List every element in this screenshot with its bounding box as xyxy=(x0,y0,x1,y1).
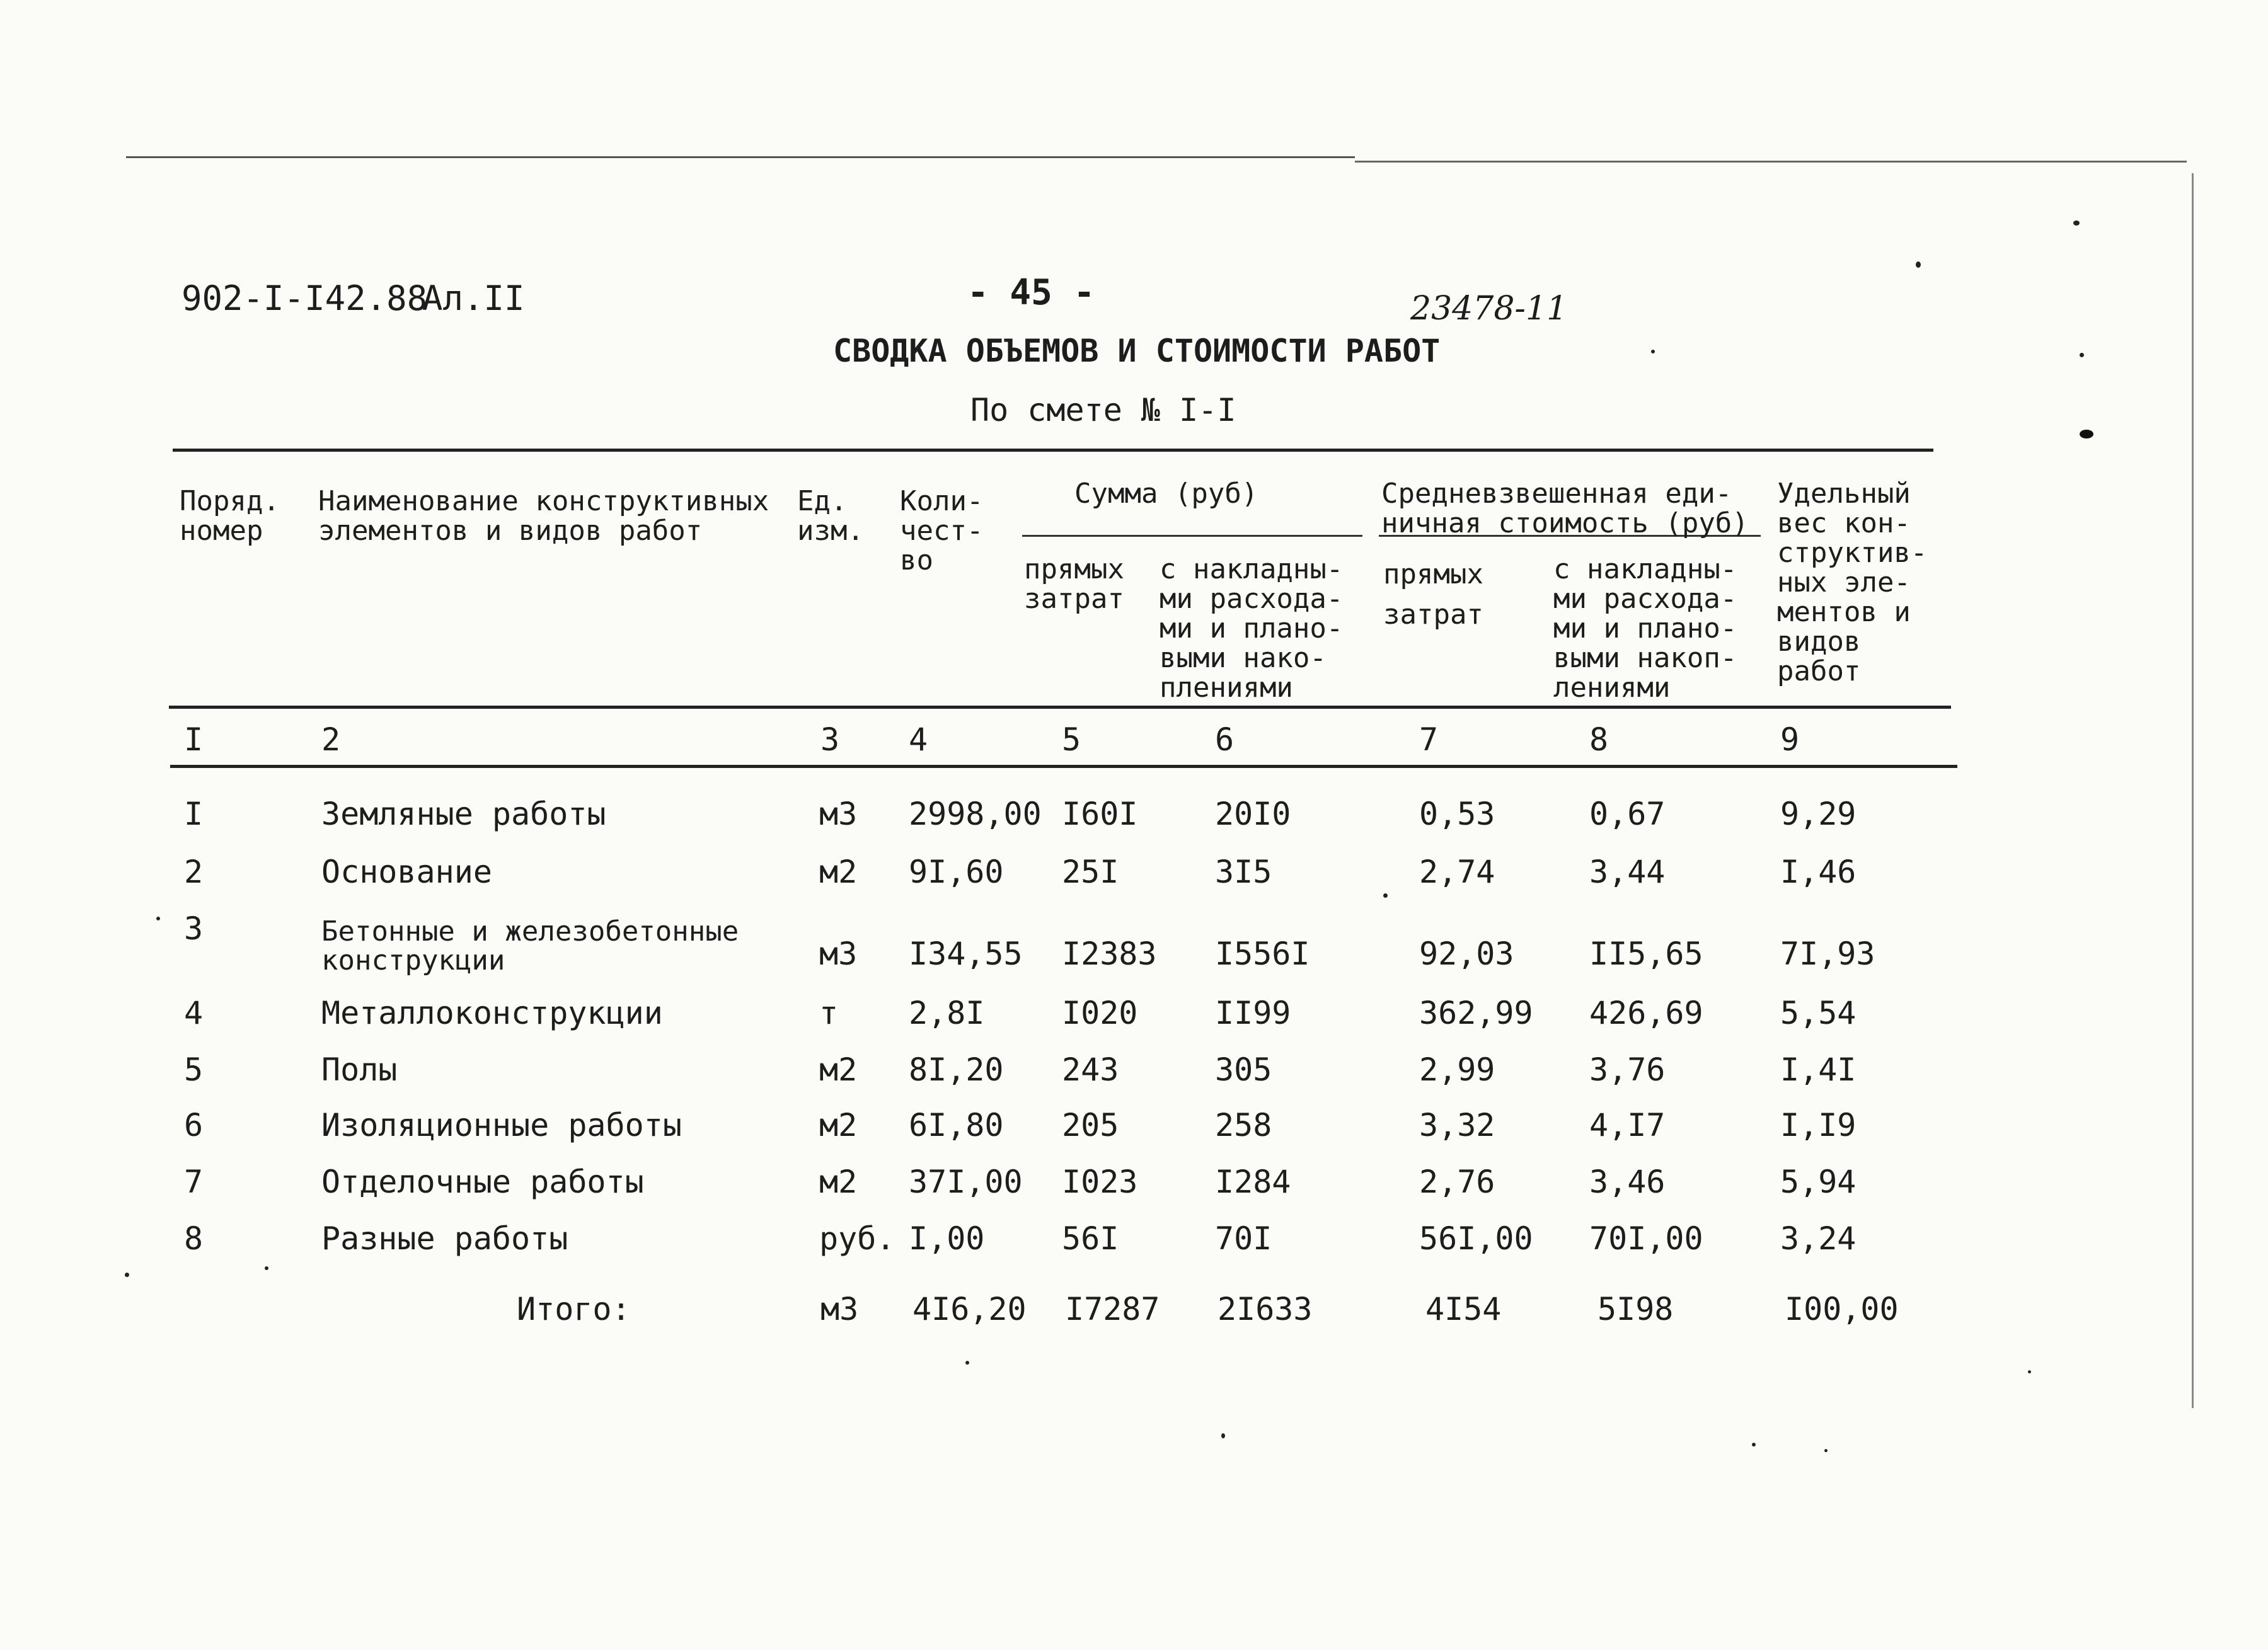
row-number: 7 xyxy=(184,1164,204,1200)
total-avg-direct: 4I54 xyxy=(1425,1291,1502,1327)
header-sum-group: Сумма (руб) xyxy=(1074,478,1258,510)
total-sum-overhead: 2I633 xyxy=(1217,1291,1313,1327)
row-unit: т xyxy=(819,995,839,1031)
header-sum-overhead: с накладны- ми расхода- ми и плано- выми нако- плениями xyxy=(1160,553,1344,704)
row-quantity: 37I,00 xyxy=(909,1164,1023,1200)
scan-speck xyxy=(1383,893,1388,898)
header-avg-direct: прямых затрат xyxy=(1383,558,1483,631)
scan-top-edge xyxy=(126,156,1355,158)
total-quantity: 4I6,20 xyxy=(912,1291,1027,1327)
total-unit: м3 xyxy=(820,1291,859,1327)
table-top-rule xyxy=(173,449,1933,452)
row-unit: м2 xyxy=(819,1107,858,1143)
row-work-name: Изоляционные работы xyxy=(321,1107,682,1143)
row-avg-direct: 2,74 xyxy=(1419,854,1495,890)
row-sum-direct: 205 xyxy=(1062,1107,1119,1143)
doc-code: 902-I-I42.88 xyxy=(181,278,428,318)
row-sum-overhead: 3I5 xyxy=(1215,854,1272,890)
row-sum-overhead: 70I xyxy=(1215,1220,1272,1257)
row-unit: м3 xyxy=(819,936,858,972)
header-quantity: Коли- чест- во xyxy=(900,485,984,576)
column-number: 4 xyxy=(909,721,928,758)
column-number-rule xyxy=(170,765,1957,768)
header-bottom-rule xyxy=(169,706,1951,709)
row-quantity: I34,55 xyxy=(909,936,1023,972)
row-quantity: 2998,00 xyxy=(909,796,1042,832)
column-number: 7 xyxy=(1419,721,1439,758)
row-share: 7I,93 xyxy=(1780,936,1875,972)
column-number: 5 xyxy=(1062,721,1081,758)
scan-speck xyxy=(1916,261,1921,268)
row-avg-overhead: II5,65 xyxy=(1589,936,1703,972)
scan-speck xyxy=(1651,350,1655,353)
row-sum-direct: I2383 xyxy=(1062,936,1157,972)
row-avg-overhead: 426,69 xyxy=(1589,995,1703,1031)
scan-speck xyxy=(2028,1370,2031,1373)
row-number: 3 xyxy=(184,910,204,947)
scan-speck xyxy=(1824,1449,1828,1452)
total-sum-direct: I7287 xyxy=(1065,1291,1160,1327)
scan-speck xyxy=(125,1273,129,1277)
column-number: I xyxy=(184,721,204,758)
row-sum-overhead: 305 xyxy=(1215,1051,1272,1088)
row-number: 5 xyxy=(184,1051,204,1088)
page-number: - 45 - xyxy=(967,272,1095,313)
row-avg-overhead: 0,67 xyxy=(1589,796,1666,832)
total-share: I00,00 xyxy=(1785,1291,1899,1327)
document-title: СВОДКА ОБЪЕМОВ И СТОИМОСТИ РАБОТ xyxy=(833,333,1441,369)
header-avg-group: Средневзвешенная еди- ничная стоимость (руб) xyxy=(1381,478,1749,539)
column-number: 3 xyxy=(820,721,840,758)
column-number: 8 xyxy=(1589,721,1609,758)
row-share: I,I9 xyxy=(1780,1107,1856,1143)
row-sum-direct: I60I xyxy=(1062,796,1138,832)
sum-group-rule xyxy=(1022,535,1362,537)
column-number: 6 xyxy=(1215,721,1235,758)
row-number: 8 xyxy=(184,1220,204,1257)
row-avg-overhead: 3,46 xyxy=(1589,1164,1666,1200)
album-ref: Ал.II xyxy=(422,278,525,318)
scan-speck xyxy=(156,917,160,920)
column-number: 2 xyxy=(321,721,341,758)
total-label: Итого: xyxy=(517,1291,631,1327)
row-avg-overhead: 3,44 xyxy=(1589,854,1666,890)
row-share: 9,29 xyxy=(1780,796,1856,832)
row-unit: м2 xyxy=(819,1051,858,1088)
row-unit: м2 xyxy=(819,1164,858,1200)
scan-speck xyxy=(965,1361,969,1365)
scan-speck xyxy=(2073,221,2080,226)
header-order-number: Поряд. номер xyxy=(180,485,280,547)
row-avg-overhead: 4,I7 xyxy=(1589,1107,1666,1143)
row-avg-direct: 0,53 xyxy=(1419,796,1495,832)
row-work-name: Полы xyxy=(321,1051,398,1088)
row-unit: м2 xyxy=(819,854,858,890)
row-avg-direct: 2,99 xyxy=(1419,1051,1495,1088)
row-quantity: I,00 xyxy=(909,1220,985,1257)
row-sum-overhead: 258 xyxy=(1215,1107,1272,1143)
document-subtitle: По смете № I-I xyxy=(970,392,1236,428)
row-quantity: 6I,80 xyxy=(909,1107,1004,1143)
row-quantity: 9I,60 xyxy=(909,854,1004,890)
row-avg-direct: 2,76 xyxy=(1419,1164,1495,1200)
row-share: 5,94 xyxy=(1780,1164,1856,1200)
row-share: 3,24 xyxy=(1780,1220,1856,1257)
row-avg-direct: 56I,00 xyxy=(1419,1220,1533,1257)
scan-top-edge-right xyxy=(1355,161,2187,163)
row-work-name: Отделочные работы xyxy=(321,1164,644,1200)
header-share: Удельный вес кон- структив- ных эле- ментов и видов работ xyxy=(1777,478,1928,687)
handwritten-reference: 23478-11 xyxy=(1410,290,1568,328)
row-sum-overhead: II99 xyxy=(1215,995,1291,1031)
row-work-name: Основание xyxy=(321,854,492,890)
row-unit: м3 xyxy=(819,796,858,832)
header-sum-direct: прямых затрат xyxy=(1024,553,1124,615)
header-work-name: Наименование конструктивных элементов и видов работ xyxy=(318,485,769,547)
header-avg-overhead: с накладны- ми расхода- ми и плано- выми накоп- лениями xyxy=(1553,553,1737,704)
scan-speck xyxy=(2080,353,2084,357)
row-share: I,46 xyxy=(1780,854,1856,890)
row-sum-direct: 25I xyxy=(1062,854,1119,890)
row-avg-overhead: 3,76 xyxy=(1589,1051,1666,1088)
header-unit: Ед. изм. xyxy=(797,485,864,547)
row-sum-direct: I020 xyxy=(1062,995,1138,1031)
row-number: 6 xyxy=(184,1107,204,1143)
column-number: 9 xyxy=(1780,721,1800,758)
scan-right-edge xyxy=(2192,173,2194,1408)
row-avg-overhead: 70I,00 xyxy=(1589,1220,1703,1257)
row-quantity: 2,8I xyxy=(909,995,985,1031)
row-unit: руб. xyxy=(819,1220,895,1257)
row-sum-overhead: I284 xyxy=(1215,1164,1291,1200)
row-sum-direct: I023 xyxy=(1062,1164,1138,1200)
row-avg-direct: 92,03 xyxy=(1419,936,1514,972)
row-sum-overhead: 20I0 xyxy=(1215,796,1291,832)
row-sum-overhead: I556I xyxy=(1215,936,1310,972)
row-work-name: Земляные работы xyxy=(321,796,606,832)
row-share: 5,54 xyxy=(1780,995,1856,1031)
row-work-name: Разные работы xyxy=(321,1220,568,1257)
scan-speck xyxy=(1752,1443,1756,1447)
scan-speck xyxy=(1221,1433,1225,1438)
row-quantity: 8I,20 xyxy=(909,1051,1004,1088)
row-sum-direct: 243 xyxy=(1062,1051,1119,1088)
total-avg-overhead: 5I98 xyxy=(1597,1291,1674,1327)
row-avg-direct: 3,32 xyxy=(1419,1107,1495,1143)
row-number: I xyxy=(184,796,204,832)
row-sum-direct: 56I xyxy=(1062,1220,1119,1257)
row-work-name: Бетонные и железобетонные конструкции xyxy=(321,915,739,977)
row-number: 4 xyxy=(184,995,204,1031)
row-work-name: Металлоконструкции xyxy=(321,995,663,1031)
row-share: I,4I xyxy=(1780,1051,1856,1088)
row-avg-direct: 362,99 xyxy=(1419,995,1533,1031)
row-number: 2 xyxy=(184,854,204,890)
scan-speck xyxy=(265,1266,268,1270)
scan-speck xyxy=(2080,430,2093,438)
